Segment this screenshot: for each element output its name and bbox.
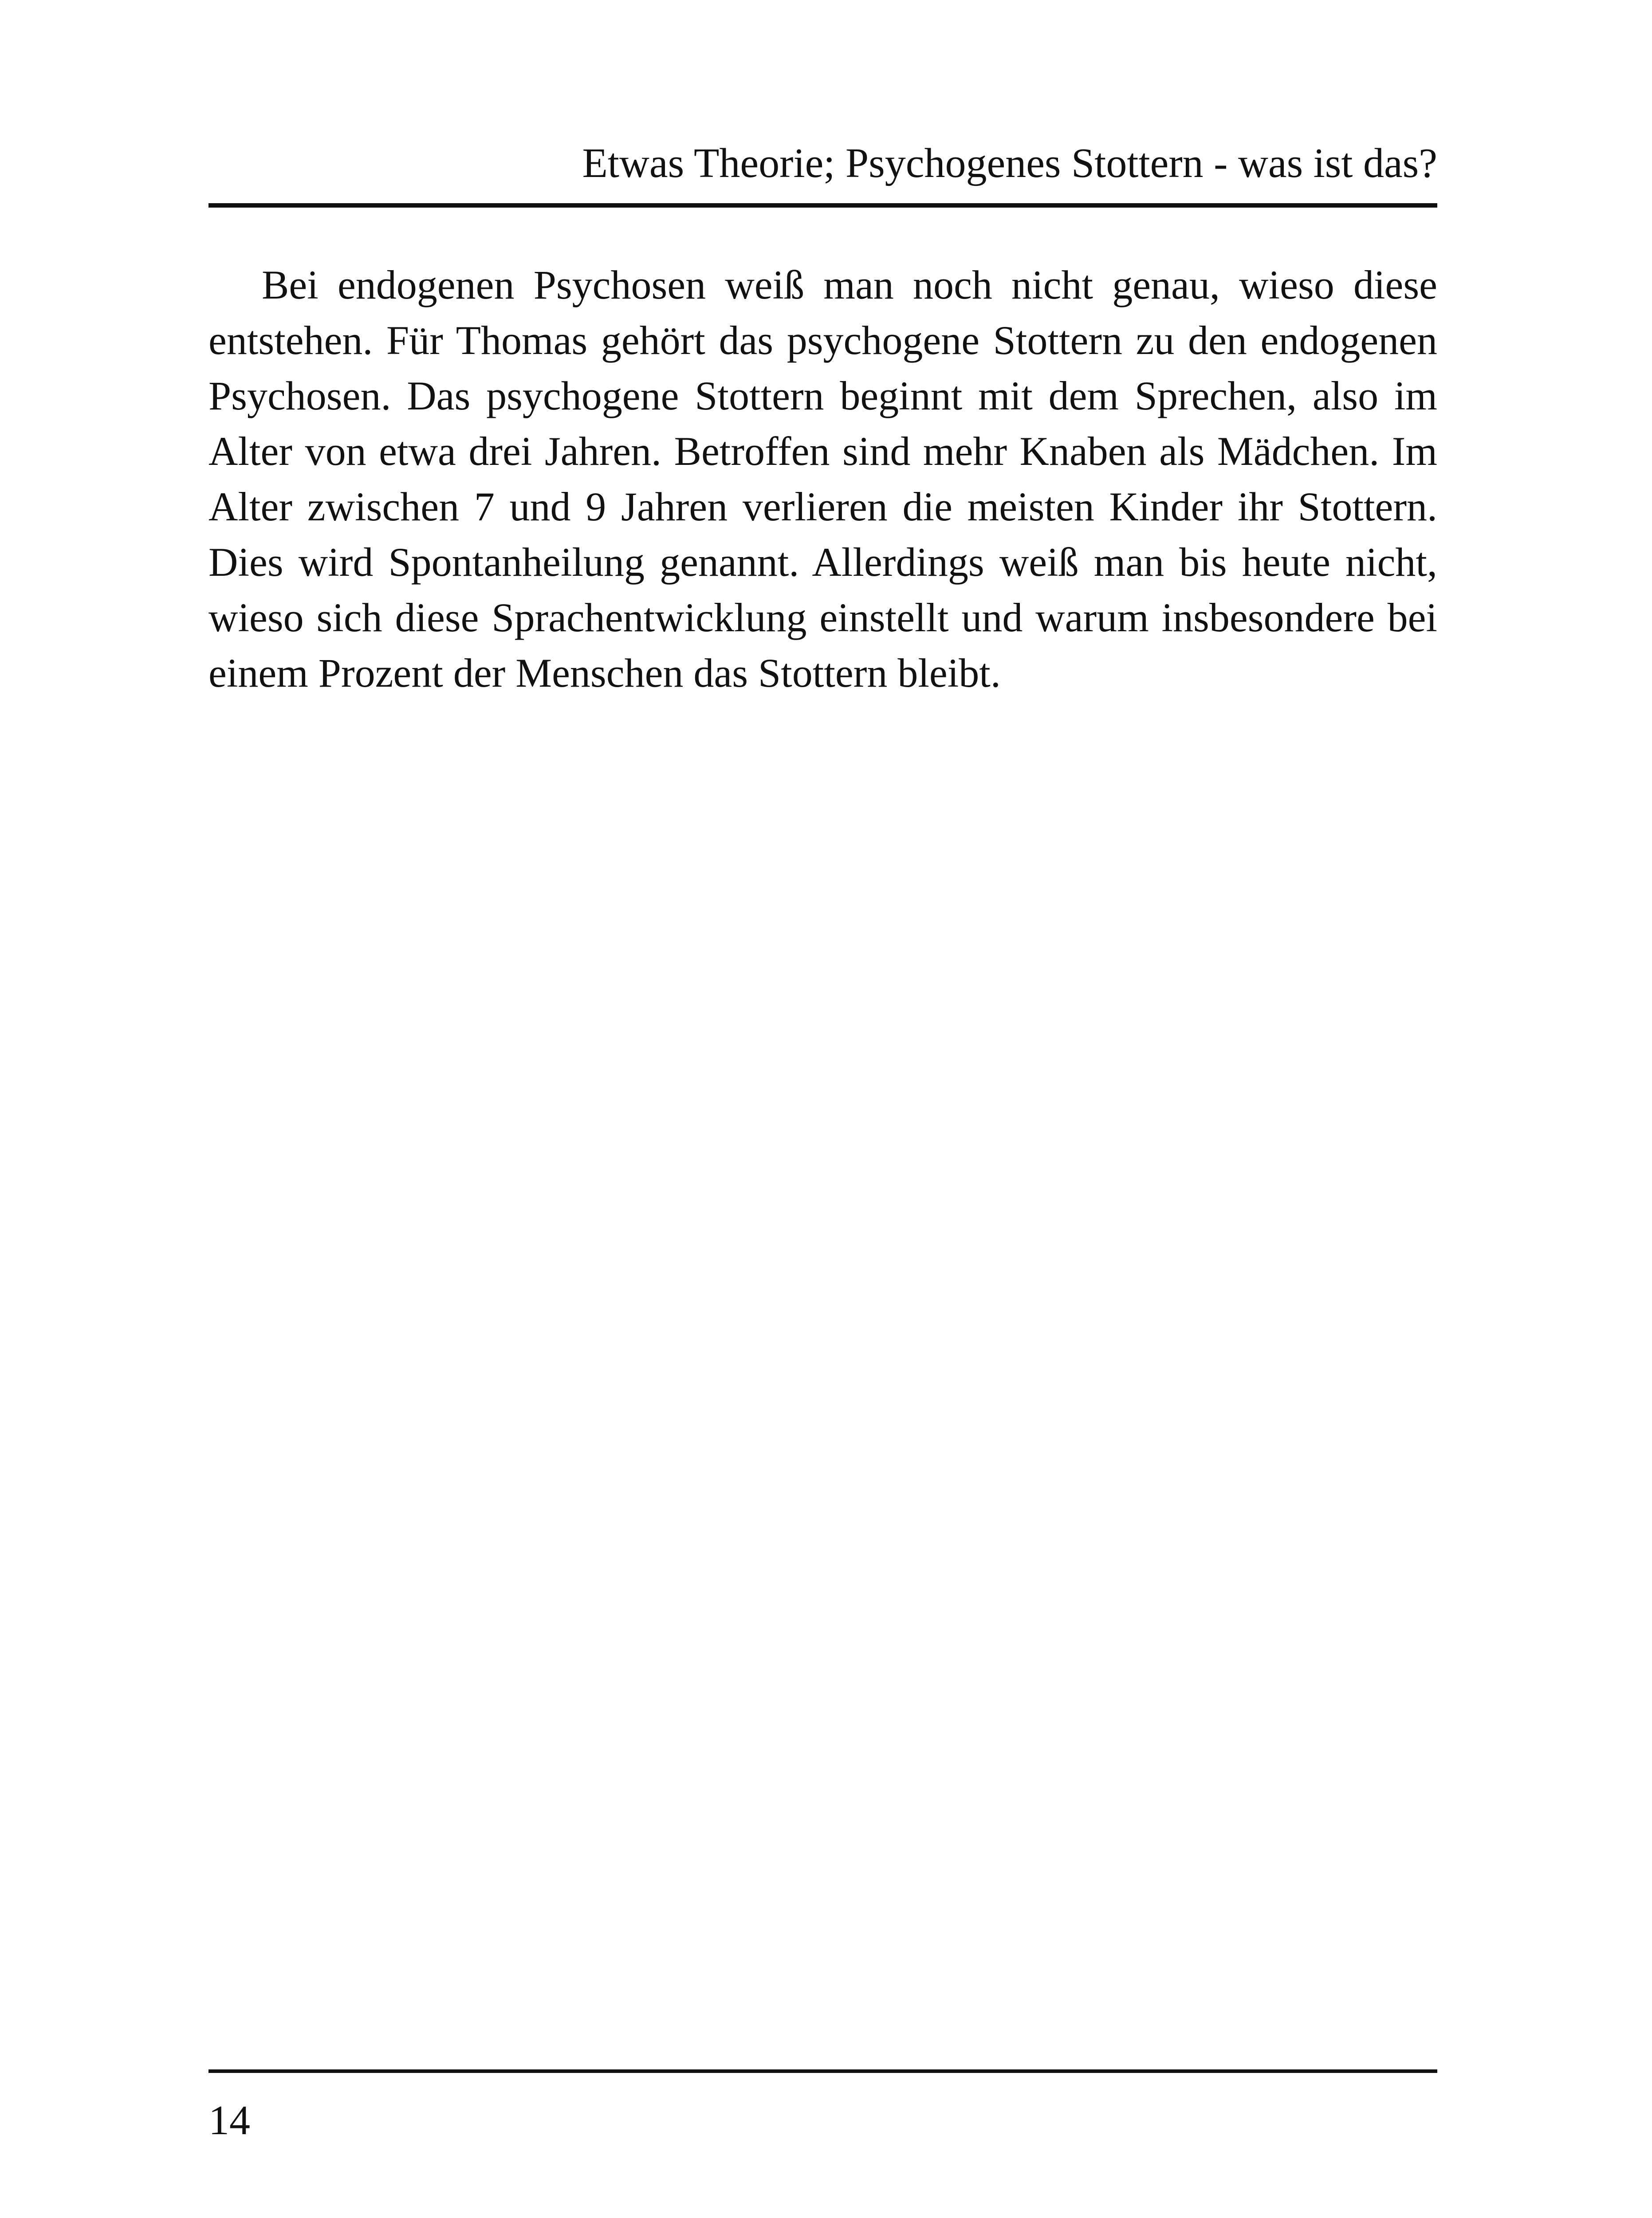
footer-rule — [208, 2069, 1437, 2073]
page-number: 14 — [208, 2097, 250, 2143]
body-paragraph: Bei endogenen Psychosen weiß man noch nicht genau, wieso diese entstehen. Für Thomas gehört das psychogene Stottern zu den endogenen Psychosen. Das psychogene Stottern beginnt mit dem Sprechen, also im Alter von etwa drei Jahren. Betroffen sind mehr Knaben als Mädchen. Im Alter zwischen 7 und 9 Jahren verlieren die meisten Kinder ihr Stottern. Dies wird Spontanheilung genannt. Allerdings weiß man bis heute nicht, wieso sich diese Sprachentwicklung einstellt und warum insbesondere bei einem Prozent der Menschen das Stottern bleibt. — [208, 262, 1437, 696]
running-header: Etwas Theorie; Psychogenes Stottern - was ist das? — [582, 140, 1437, 186]
header-rule — [208, 203, 1437, 208]
